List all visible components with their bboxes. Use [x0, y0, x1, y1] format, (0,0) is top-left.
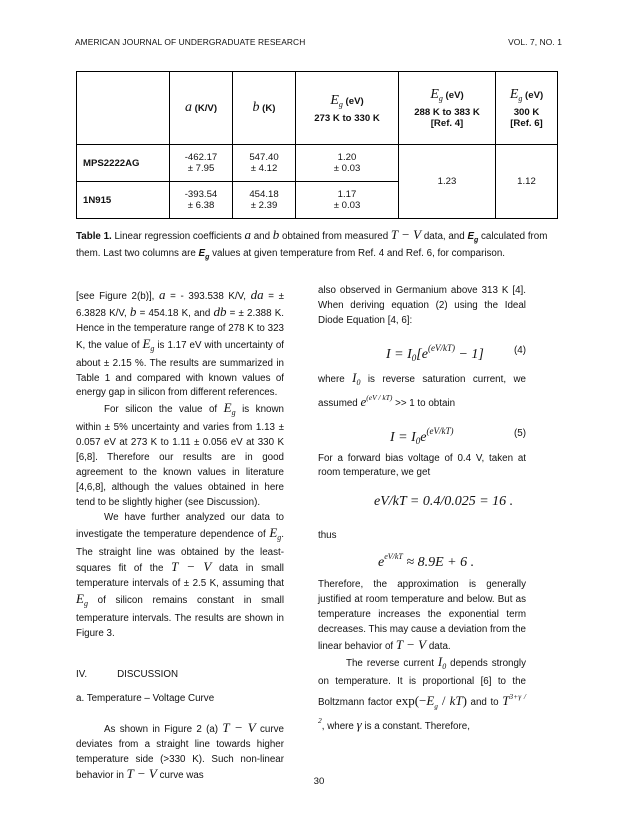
- paragraph: also observed in Germanium above 313 K [4]. When deriving equation (2) using the Ideal Diode Equation [4, 6]:: [318, 285, 526, 326]
- paragraph: [see Figure 2(b)], a = - 393.538 K/V, da = ± 6.3828 K/V, b = 454.18 K, and db = ± 2.388 K. Hence in the temperature range of 278 K to 323 K, the value of $E_g$ is 1.17 eV with uncertainty of about ± 2.15 %. The results are summarized in Table 1 and compared with known values of energy gap in silicon from different references.: [76, 287, 284, 399]
- paragraph: For a forward bias voltage of 0.4 V, taken at room temperature, we get: [318, 452, 526, 479]
- section-heading: IV. DISCUSSION: [76, 668, 179, 680]
- paragraph: For silicon the value of $E_g$ is known within ± 5% uncertainty and varies from 1.13 ± 0.057 eV at 273 K to 1.11 ± 0.056 eV at 330 K [6,8]. Therefore our results are in good agreement to the known values in literature [4,6,8], although the values obtained in here tend to be slightly higher (see Discussion).: [76, 400, 284, 508]
- cell-ref6: 1.12: [496, 145, 558, 219]
- cell-b: 547.40 ± 4.12: [233, 145, 296, 182]
- cell-a: -393.54 ± 6.38: [170, 182, 233, 219]
- equation-5: $I = I_0e^{(eV/kT)}$ (5): [390, 425, 526, 446]
- row-name: MPS2222AG: [77, 145, 170, 182]
- paragraph: Therefore, the approximation is generally justified at room temperature and below. But as temperature increases the exponential term decreases. This may cause a deviation from the linear behavior of T − V data.: [318, 579, 526, 652]
- cell-b: 454.18 ± 2.39: [233, 182, 296, 219]
- right-column: [318, 284, 526, 735]
- results-table: [76, 71, 558, 219]
- volume-label: VOL. 7, NO. 1: [508, 37, 562, 47]
- subsection-heading: a. Temperature – Voltage Curve: [76, 692, 215, 704]
- header-b: b (K): [233, 72, 296, 145]
- equation-ratio: eV/kT = 0.4/0.025 = 16 .: [374, 494, 514, 510]
- paragraph: As shown in Figure 2 (a) T − V curve deviates from a straight line towards higher temperature side (>330 K). Such non-linear behavior in T − V curve was: [76, 719, 284, 782]
- header-eg-ref6: $E_g$ (eV) 300 K [Ref. 6]: [496, 72, 558, 145]
- page-number: 30: [313, 776, 325, 787]
- journal-title: AMERICAN JOURNAL OF UNDERGRADUATE RESEARCH: [75, 37, 306, 47]
- row-name: 1N915: [77, 182, 170, 219]
- paragraph: thus: [318, 530, 337, 542]
- table-row: [77, 145, 558, 182]
- cell-ref4: 1.23: [399, 145, 496, 219]
- paragraph: where $I_0$ is reverse saturation current, we assumed $e^{(eV / kT)} >> 1$ to obtain: [318, 369, 526, 409]
- cell-eg: 1.20 ± 0.03: [296, 145, 399, 182]
- left-column: [76, 288, 284, 784]
- paragraph: The reverse current $I_0$ depends strongly on temperature. It is proportional [6] to the Boltzmann factor $\exp(-E_g / kT)$ and to $T^{3+\gamma / 2}$, where γ is a constant. Therefore,: [318, 653, 526, 733]
- equation-4: $I = I_0[e^{(eV/kT)} - 1]$ (4): [386, 342, 526, 363]
- cell-a: -462.17 ± 7.95: [170, 145, 233, 182]
- header-eg-measured: $E_g$ (eV) 273 K to 330 K: [296, 72, 399, 145]
- cell-eg: 1.17 ± 0.03: [296, 182, 399, 219]
- header-a: a (K/V): [170, 72, 233, 145]
- table-header-row: [77, 72, 558, 145]
- paragraph: We have further analyzed our data to investigate the temperature dependence of $E_g$. The straight line was obtained by the least-squares fit of the T − V data in small temperature intervals of ± 2.5 K, assuming that $E_g$ of silicon remains constant in small temperature intervals. The results are shown in Figure 3.: [76, 511, 284, 640]
- header-eg-ref4: $E_g$ (eV) 288 K to 383 K [Ref. 4]: [399, 72, 496, 145]
- header-blank: [77, 72, 170, 145]
- table-caption: Table 1. Linear regression coefficients a and b obtained from measured T − V data, and $E_g$ calculated from them. Last two columns are $E_g$ values at given temperature from Ref. 4 and Ref. 6, for comparison.: [76, 227, 548, 262]
- equation-exp: $e^{eV/kT} \approx 8.9E + 6$ .: [378, 552, 475, 571]
